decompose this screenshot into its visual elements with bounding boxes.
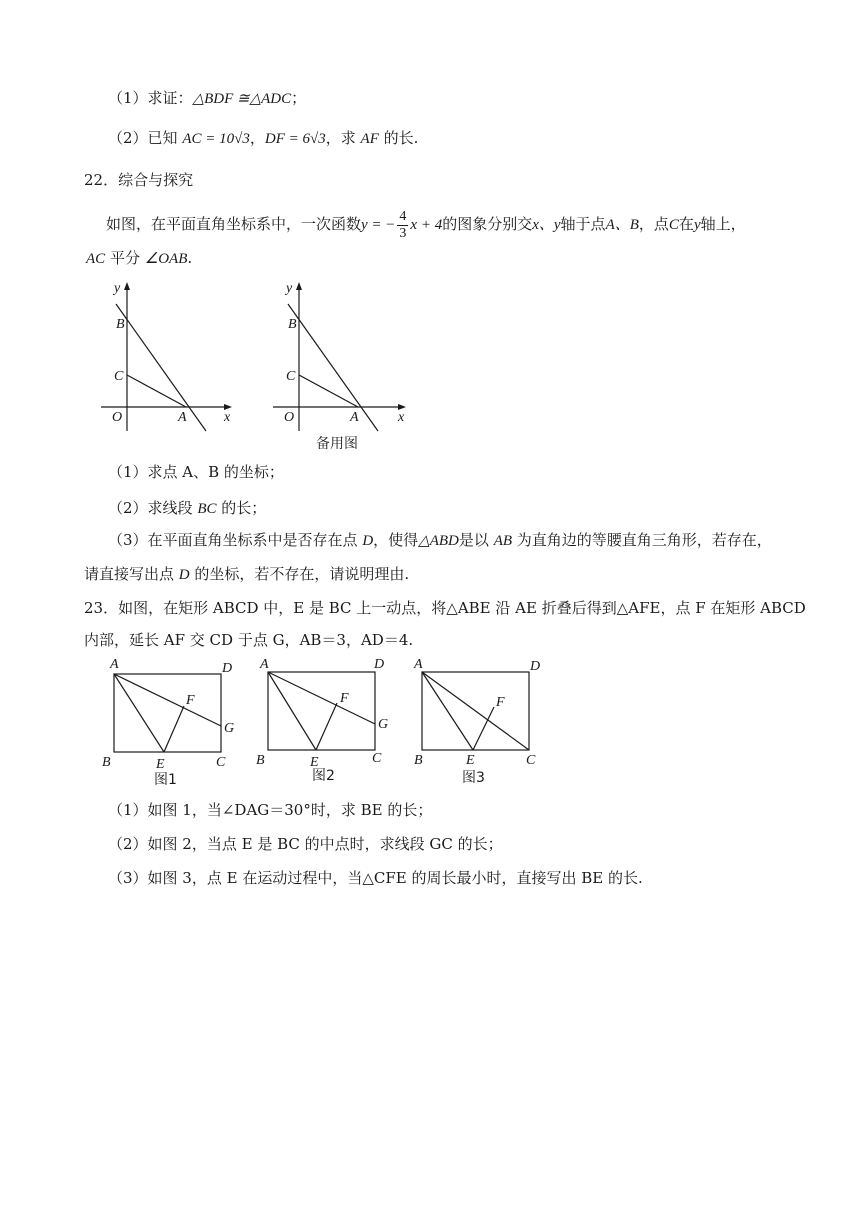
- q22-heading: 22．综合与探究: [84, 171, 194, 189]
- q23-figure-1: [98, 654, 248, 788]
- backup-figure-caption: 备用图: [316, 436, 358, 452]
- label-b: B: [288, 317, 297, 332]
- label-x: x: [398, 410, 405, 425]
- q21-part2-mid: ，求: [325, 129, 356, 147]
- segment-ae: [422, 672, 473, 750]
- figure-1-caption: 图1: [154, 772, 177, 788]
- segment-ef: [316, 703, 337, 750]
- q22-func-fraction: [397, 209, 408, 242]
- label-y: y: [114, 281, 121, 296]
- q22-intro-ab: A、B: [605, 217, 639, 233]
- q21-part2-label: （2）已知: [108, 129, 178, 147]
- q21-part2: [108, 128, 418, 149]
- q22-figure-main: [96, 276, 246, 436]
- q23-sub3: （3）如图 3，点 E 在运动过程中，当△CFE 的周长最小时，直接写出 BE 的长.: [108, 869, 643, 887]
- label-o: O: [112, 410, 123, 425]
- label-d: D: [374, 657, 385, 672]
- figure-3-caption: 图3: [462, 770, 485, 786]
- line-ab: [116, 304, 206, 431]
- y-axis-arrow-icon: [124, 282, 130, 290]
- q22-sub3-d2: 为直角边的等腰直角三角形，若存在，: [516, 531, 772, 549]
- q22-sub1: （1）求点 A、B 的坐标；: [108, 463, 284, 481]
- segment-ef: [164, 706, 184, 752]
- label-b: B: [256, 753, 265, 768]
- q22-intro2-angle: ∠OAB: [144, 251, 188, 267]
- q22-sub3-a: （3）在平面直角坐标系中是否存在点: [108, 531, 358, 549]
- label-g: G: [224, 721, 235, 736]
- figure-2-caption: 图2: [312, 768, 335, 784]
- q22-intro-d: ，点: [638, 215, 669, 233]
- q23-sub1: （1）如图 1，当∠DAG＝30°时，求 BE 的长；: [108, 801, 433, 819]
- label-a: A: [178, 410, 187, 425]
- label-d: D: [222, 661, 233, 676]
- q22-figure-backup: [268, 276, 418, 454]
- q23-sub2: （2）如图 2，当点 E 是 BC 的中点时，求线段 GC 的长；: [108, 835, 503, 853]
- q21-part1-expr: △BDF ≅△ADC: [192, 91, 292, 107]
- q22-sub3-b: ，使得: [373, 531, 419, 549]
- label-d: D: [530, 659, 541, 674]
- label-a: A: [350, 410, 359, 425]
- q22-intro-b: 的图象分别交: [442, 215, 533, 233]
- label-o: O: [284, 410, 295, 425]
- q21-part1-end: ；: [291, 89, 307, 107]
- q21-part2-expr2: DF = 6√3: [264, 131, 326, 147]
- q22-sub3: [108, 530, 772, 551]
- label-y: y: [286, 281, 293, 296]
- diagonal-ac: [422, 672, 529, 750]
- label-x: x: [224, 410, 231, 425]
- q22-func-tail: x + 4: [410, 217, 443, 233]
- q22-sub3-line2: [84, 564, 409, 585]
- q22-fraction-numerator: 4: [399, 208, 407, 224]
- q22-sub3-triangle: △ABD: [418, 533, 459, 549]
- label-c: C: [526, 753, 536, 768]
- q21-part2-expr1: AC = 10√3: [182, 131, 250, 147]
- q22-intro-yaxis: y: [693, 217, 701, 233]
- label-e: E: [156, 757, 165, 772]
- q22-fraction-denominator: 3: [399, 225, 407, 241]
- rectangle-abcd: [114, 674, 221, 752]
- label-a: A: [260, 657, 269, 672]
- q22-intro: [106, 206, 746, 243]
- label-b: B: [116, 317, 125, 332]
- label-f: F: [186, 693, 195, 708]
- label-a: A: [414, 657, 423, 672]
- q22-sub3-line2-a: 请直接写出点: [84, 565, 175, 583]
- q22-sub3-d: D: [362, 533, 374, 549]
- q22-intro-e: 在: [678, 215, 694, 233]
- q22-intro2-expr: AC: [86, 251, 106, 267]
- q23-figure-3: [406, 652, 556, 786]
- label-b: B: [102, 755, 111, 770]
- label-e: E: [466, 753, 475, 768]
- q22-intro-a: 如图，在平面直角坐标系中，一次函数: [106, 215, 362, 233]
- q22-sub3-c: 是以: [458, 531, 489, 549]
- q22-intro-cpt: C: [668, 217, 679, 233]
- label-g: G: [378, 717, 389, 732]
- q22-intro2-text: 平分: [109, 249, 140, 267]
- q21-part2-sep: ，: [249, 129, 265, 147]
- label-c: C: [372, 751, 382, 766]
- q22-sub3-ab: AB: [493, 533, 513, 549]
- label-c: C: [286, 369, 296, 384]
- q22-sub2-var: BC: [197, 501, 217, 517]
- q22-intro-xy: x、y: [532, 217, 561, 233]
- q22-intro2-end: .: [187, 249, 193, 267]
- label-f: F: [496, 695, 505, 710]
- line-ab: [288, 304, 378, 431]
- q21-part2-end: 的长.: [383, 129, 419, 147]
- label-c: C: [216, 755, 226, 770]
- q22-sub2: [108, 498, 266, 519]
- y-axis-arrow-icon: [296, 282, 302, 290]
- q23-figure-2: [252, 652, 402, 786]
- q22-intro-c: 轴于点: [560, 215, 606, 233]
- q21-part1-label: （1）求证：: [108, 89, 193, 107]
- q21-part1: [108, 88, 306, 109]
- q21-part2-var: AF: [360, 131, 379, 147]
- q23-intro-line2: 内部，延长 AF 交 CD 于点 G，AB＝3，AD＝4.: [84, 631, 414, 649]
- q22-sub2-a: （2）求线段: [108, 499, 193, 517]
- label-c: C: [114, 369, 124, 384]
- q22-sub2-b: 的长；: [221, 499, 267, 517]
- label-f: F: [340, 691, 349, 706]
- q23-intro-line1: 23．如图，在矩形 ABCD 中，E 是 BC 上一动点，将△ABE 沿 AE 折叠后得到△AFE，点 F 在矩形 ABCD: [84, 599, 806, 617]
- q22-sub3-line2-d: D: [178, 567, 190, 583]
- segment-ef: [473, 707, 494, 750]
- q22-intro-f: 轴上，: [700, 215, 746, 233]
- q22-func-y: y = −: [361, 217, 396, 233]
- q22-intro-line2: [86, 248, 192, 269]
- q22-sub3-line2-b: 的坐标，若不存在，请说明理由.: [194, 565, 410, 583]
- label-e: E: [310, 755, 319, 770]
- label-a: A: [110, 657, 119, 672]
- label-b: B: [414, 753, 423, 768]
